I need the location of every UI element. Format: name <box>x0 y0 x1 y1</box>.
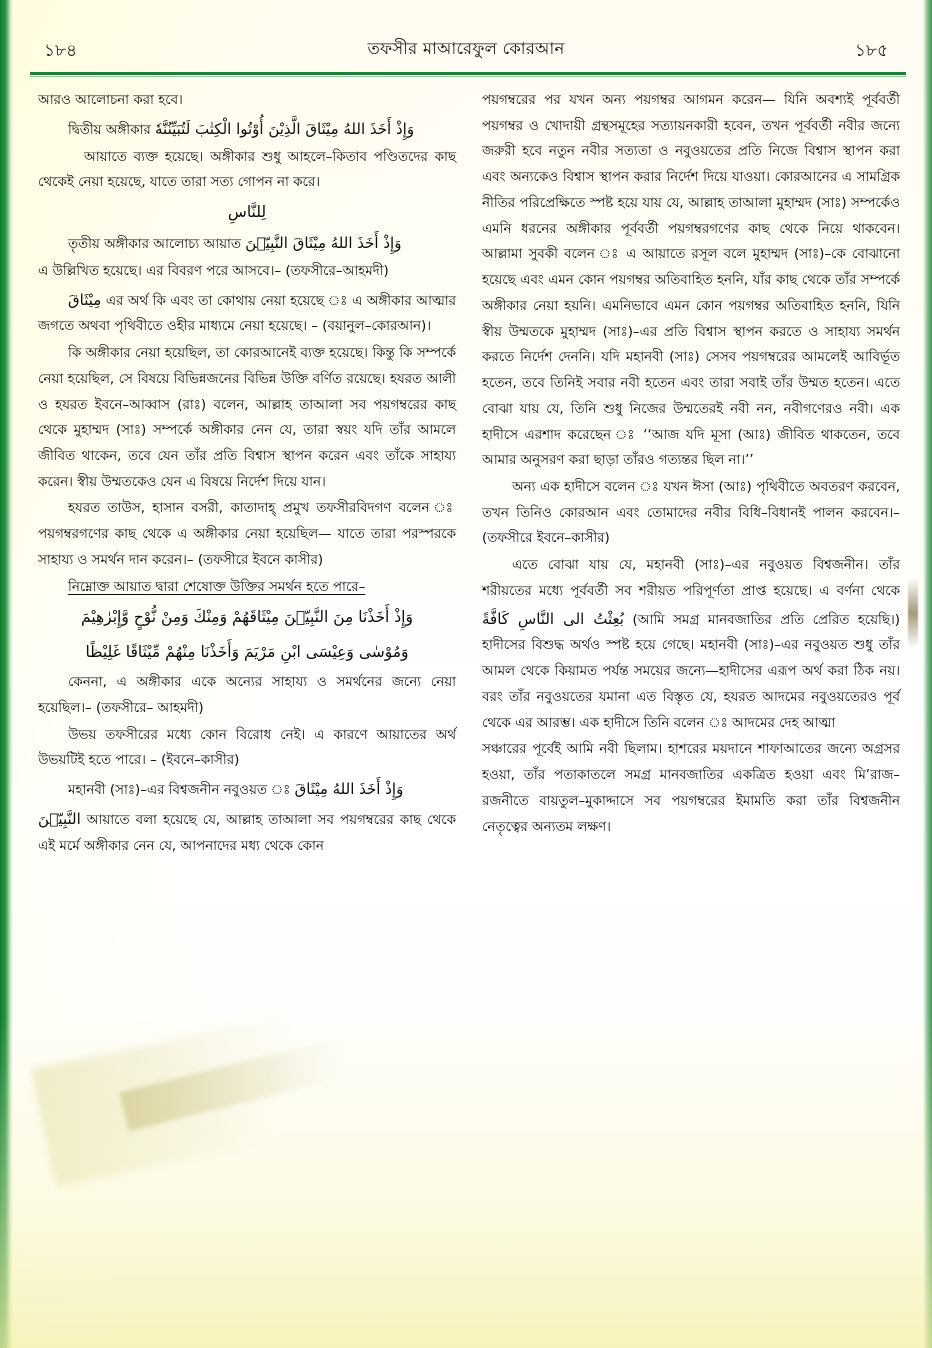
scan-smudge <box>31 999 389 1187</box>
paragraph: এ উল্লিখিত হয়েছে। এর বিবরণ পরে আসবে।– (তফসীরে–আহমদী) <box>38 263 389 279</box>
paragraph <box>482 553 900 736</box>
quran-arabic-inline: مِيْثَاقَ <box>68 290 102 309</box>
second-covenant-line <box>38 115 456 144</box>
paragraph: উভয় তফসীরের মধ্যে কোন বিরোধ নেই। এ কারণে আয়াতের অর্থ উভয়টিই হতে পারে। – (ইবনে–কাসীর) <box>38 727 456 769</box>
page-number-right: ১৮৫ <box>854 41 888 60</box>
right-column <box>482 88 900 968</box>
quran-arabic-inline: وَإِذْ أَخَذَ اللهُ مِيْثَاقَ النَّبِيّٖنَ <box>245 234 402 252</box>
quran-arabic-inline: النَّبِيّٖنَ <box>38 809 81 828</box>
quran-arabic-inline: وَإِذْ أَخَذَ اللهُ مِيْثَاقَ <box>294 779 404 798</box>
scan-shadow-bottom <box>0 1018 932 1348</box>
header-rule <box>30 72 906 75</box>
quran-arabic-line: لِلنَّاسِ <box>227 203 267 221</box>
paragraph: হযরত তাউস, হাসান বসরী, কাতাদাহ্ প্রমুখ তফসীরবিদগণ বলেন ঃ পয়গম্বরগণের কাছ থেকে এ অঙ্গীকার নেয়া হয়েছিল— যাতে তারা পরস্পরকে সাহায্য ও সমর্থন দান করেন।– (তফসীরে ইবনে কাসীর) <box>38 501 456 568</box>
page-number-left: ১৮৪ <box>44 41 78 60</box>
paragraph-text: এর অর্থ কি এবং তা কোথায় নেয়া হয়েছে ঃ এ অঙ্গীকার আত্মার জগতে অথবা পৃথিবীতে ওহীর মাধ্যমে নেয়া হয়েছে। – (বয়ানুল–কোরআন)। <box>38 293 457 335</box>
paragraph: কি অঙ্গীকার নেয়া হয়েছিল, তা কোরআনেই ব্যক্ত হয়েছে। কিন্তু কি সম্পর্কে নেয়া হয়েছিল, সে বিষয়ে বিভিন্নজনের বিভিন্ন উক্তি বর্ণিত রয়েছে। হযরত আলী ও হযরত ইবনে–আব্বাস (রাঃ) বলেন, আল্লাহ তাআলা সব পয়গম্বরের কাছ থেকে মুহাম্মদ (সাঃ) সম্পর্কে অঙ্গীকার নেন যে, তারা স্বয়ং যদি তাঁর আমলে জীবিত থাকেন, তবে যেন তাঁর প্রতি বিশ্বাস স্থাপন করেন এবং তাঁকে সাহায্য করেন। স্বীয় উম্মতকেও যেন এ বিষয়ে নির্দেশ দিয়ে যান। <box>38 346 456 490</box>
paragraph-text: আয়াতে বলা হয়েছে যে, আল্লাহ তাআলা সব পয়গম্বরের কাছ থেকে এই মর্মে অঙ্গীকার নেন যে, আপনাদের মধ্য থেকে কোন <box>38 812 457 854</box>
second-covenant-label: দ্বিতীয় অঙ্গীকার <box>68 122 151 138</box>
paragraph <box>38 805 456 860</box>
supporting-verse-intro: নিম্নোক্ত আয়াত দ্বারা শেষোক্ত উক্তির সমর্থন হতে পারে– <box>68 579 366 595</box>
subheading-text: মহানবী (সাঃ)–এর বিশ্বজনীন নবুওয়ত ঃ <box>68 782 291 798</box>
quran-arabic-inline: وَإِذْ أَخَذَ اللهُ مِيْثَاقَ الَّذِيْنَ أُوْتُوا الْكِتٰبَ لَتُبَيِّنُنَّهٗ <box>155 119 415 138</box>
page-header <box>44 36 888 70</box>
hadith-arabic-inline: بُعِثْتُ الى النَّاسِ كَافَّةً <box>482 609 624 628</box>
paragraph: কেননা, এ অঙ্গীকার একে অন্যের সাহায্য ও সমর্থনের জন্যে নেয়া হয়েছিল।– (তফসীরে– আহমদী) <box>38 675 456 716</box>
paragraph: আয়াতে ব্যক্ত হয়েছে। অঙ্গীকার শুধু আহলে–কিতাব পণ্ডিতদের কাছ থেকেই নেয়া হয়েছে, যাতে তারা সত্য গোপন না করে। <box>38 149 456 191</box>
right-green-edge <box>923 0 932 1348</box>
left-column <box>38 88 456 968</box>
body-columns <box>38 88 900 968</box>
quran-arabic-block-line2: وَمُوْسٰى وَعِيْسَى ابْنِ مَرْيَمَ وَأَخَذْنَا مِنْهُمْ مِّيْثَاقًا غَلِيْظًا <box>85 642 409 661</box>
paragraph: সঞ্চারের পূর্বেই আমি নবী ছিলাম। হাশরের ময়দানে শাফাআতের জন্যে অগ্রসর হওয়া, তাঁর পতাকাতলে সমগ্র মানবজাতির একত্রিত হওয়া এবং মি’রাজ–রজনীতে বায়তুল–মুকাদ্দাসে সব পয়গম্বরের ইমামতি করা তাঁর বিশ্বজনীন নেতৃত্বের অন্যতম লক্ষণ। <box>482 742 900 835</box>
third-covenant-line <box>38 229 456 258</box>
third-covenant-text: তৃতীয় অঙ্গীকার আলোচ্য আয়াত <box>68 237 241 252</box>
meaning-line <box>38 286 456 341</box>
paragraph-text: এতে বোঝা যায় যে, মহানবী (সাঃ)–এর নবুওয়ত বিশ্বজনীন। তাঁর শরীয়তের মধ্যে পূর্ববর্তী সব শরীয়ত পরিপূর্ণতা প্রাপ্ত হয়েছে। এ বর্ণনা থেকে <box>482 558 900 599</box>
page-edge-mark <box>908 578 918 648</box>
paragraph: আরও আলোচনা করা হবে। <box>38 93 183 108</box>
book-title: তফসীর মাআরেফুল কোরআন <box>367 39 565 58</box>
universal-prophethood-heading <box>38 775 456 804</box>
quran-arabic-block-line1: وَإِذْ أَخَذْنَا مِنَ النَّبِيّٖنَ مِيْثَاقَهُمْ وَمِنْكَ وَمِنْ نُّوْحٍ وَّإِبْرٰهِيْمَ <box>81 608 413 627</box>
paragraph-text-cont: (আমি সমগ্র মানবজাতির প্রতি প্রেরিত হয়েছি।) হাদীসের বিশুদ্ধ অর্থও স্পষ্ট হয়ে গেছে। মহানবী (সাঃ)–এর নবুওয়ত শুধু তাঁর আমল থেকে কিয়ামত পর্যন্ত সময়ের জন্যে—হাদীসের এরূপ অর্থ করা ঠিক নয়। বরং তাঁর নবুওয়তের যমানা এত বিস্তৃত যে, হযরত আদমের নবুওয়তেরও পূর্ব থেকে এর আরম্ভ। এক হাদীসে তিনি বলেন ঃ আদমের দেহ আত্মা <box>482 612 900 731</box>
scan-smudge-secondary <box>119 1025 400 1132</box>
left-green-edge <box>0 0 13 1348</box>
paragraph: পয়গম্বরের পর যখন অন্য পয়গম্বর আগমন করেন— যিনি অবশ্যই পূর্ববর্তী পয়গম্বর ও খোদায়ী গ্রন্থসমূহের সত্যায়নকারী হবেন, তখন পূর্ববর্তী নবীর জন্যে জরুরী হবে নতুন নবীর সত্যতা ও নবুওয়তের প্রতি নিজে বিশ্বাস স্থাপন করা এবং অন্যকেও বিশ্বাস স্থাপন করার নির্দেশ দিয়ে যাওয়া। কোরআনের এ সামগ্রিক নীতির পরিপ্রেক্ষিতে স্পষ্ট হয়ে যায় যে, আল্লাহ তাআলা মুহাম্মদ (সাঃ) সম্পর্কেও এমনি ধরনের অঙ্গীকার পূর্ববর্তী পয়গম্বরগণের কাছ থেকে নিয়ে থাকবেন। আল্লামা সুবকী বলেন ঃ এ আয়াতে রসূল বলে মুহাম্মদ (সাঃ)–কে বোঝানো হয়েছে এবং এমন কোন পয়গম্বর অতিবাহিত হননি, যাঁর কাছ থেকে তাঁর সম্পর্কে অঙ্গীকার নেয়া হয়নি। এমনিভাবে এমন কোন পয়গম্বর অতিবাহিত হননি, যিনি স্বীয় উম্মতকে মুহাম্মদ (সাঃ)–এর প্রতি বিশ্বাস স্থাপন করতে ও সাহায্য সমর্থন করতে নির্দেশ দেননি। যদি মহানবী (সাঃ) সেসব পয়গম্বরের আমলেই আবির্ভূত হতেন, তবে তিনিই সবার নবী হতেন এবং তারা সবাই তাঁর উম্মত হতেন। এতে বোঝা যায় যে, তিনি শুধু নিজের উম্মতেরই নবী নন, নবীগণেরও নবী। এক হাদীসে এরশাদ করেছেন ঃ ‘‘আজ যদি মূসা (আঃ) জীবিত থাকতেন, তবে আমার অনুসরণ করা ছাড়া তাঁরও গত্যন্তর ছিল না।’’ <box>482 93 900 469</box>
paragraph: অন্য এক হাদীসে বলেন ঃ যখন ঈসা (আঃ) পৃথিবীতে অবতরণ করবেন, তখন তিনিও কোরআন এবং তোমাদের নবীর বিধি–বিধানই পালন করবেন।– (তফসীরে ইবনে–কাসীর) <box>482 480 900 547</box>
